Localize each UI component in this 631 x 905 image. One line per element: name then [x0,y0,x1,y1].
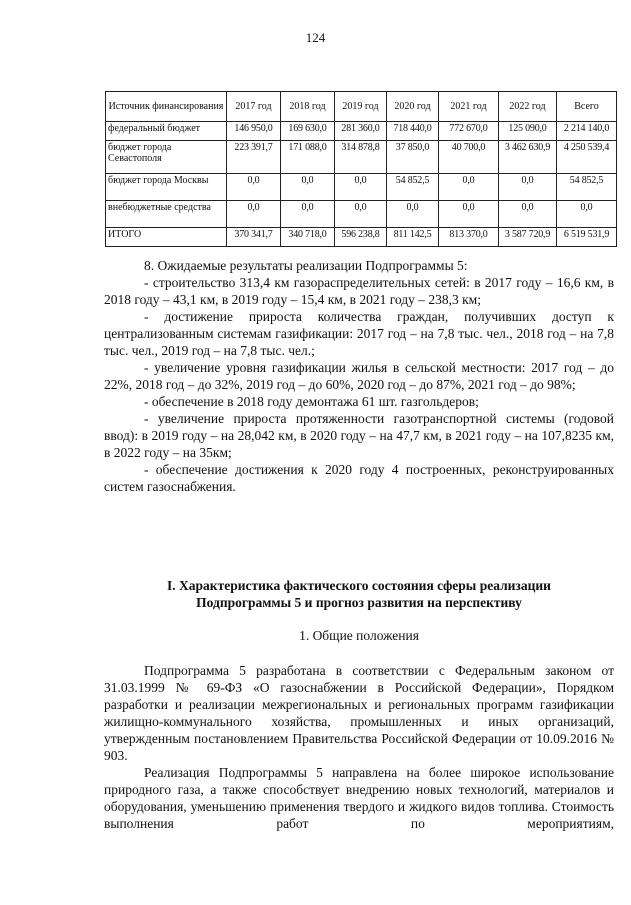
value-cell: 0,0 [281,174,335,201]
value-cell: 4 250 539,4 [557,141,617,174]
subsection-heading [104,627,614,644]
column-header: Всего [557,92,617,122]
value-cell: 223 391,7 [227,141,281,174]
value-cell: 2 214 140,0 [557,122,617,141]
value-cell: 54 852,5 [387,174,439,201]
column-header: 2017 год [227,92,281,122]
value-cell: 718 440,0 [387,122,439,141]
result-item: - увеличение уровня газификации жилья в сельской местности: 2017 год – до 22%, 2018 год – до 32%, 2019 год – до 60%, 2020 год – до 87%, 2021 год – до 98%; [104,360,614,392]
source-cell: бюджет города Севастополя [106,141,227,174]
column-header: 2020 год [387,92,439,122]
expected-results [104,257,614,495]
value-cell: 37 850,0 [387,141,439,174]
value-cell: 281 360,0 [335,122,387,141]
value-cell: 340 718,0 [281,228,335,247]
value-cell: 0,0 [499,201,557,228]
value-cell: 370 341,7 [227,228,281,247]
result-item: - обеспечение достижения к 2020 году 4 построенных, реконструированных систем газоснабжения. [104,462,614,494]
value-cell: 314 878,8 [335,141,387,174]
value-cell: 0,0 [439,174,499,201]
value-cell: 169 630,0 [281,122,335,141]
results-heading: 8. Ожидаемые результаты реализации Подпрограммы 5: [144,258,468,273]
value-cell: 6 519 531,9 [557,228,617,247]
result-item: - строительство 313,4 км газораспределительных сетей: в 2017 году – 16,6 км, в 2018 году – 43,1 км, в 2019 году – 15,4 км, в 2021 году – 238,3 км; [104,275,614,307]
section-heading [104,577,614,611]
value-cell: 596 238,8 [335,228,387,247]
result-item: - увеличение прироста протяженности газотранспортной системы (годовой ввод): в 2019 году – на 28,042 км, в 2020 году – на 47,7 км, в 2021 году – на 107,8235 км, в 2022 году – на 35км; [104,411,614,460]
financing-table [105,91,617,247]
paragraph: Подпрограмма 5 разработана в соответствии с Федеральным законом от 31.03.1999 № 69-ФЗ «О газоснабжении в Российской Федерации», Порядком разработки и реализации межрегиональных и региональных программ газификации жилищно-коммунального хозяйства, промышленных и иных организаций, утвержденным постановлением Правительства Российской Федерации от 10.09.2016 № 903. [104,663,614,763]
value-cell: 0,0 [335,174,387,201]
value-cell: 171 088,0 [281,141,335,174]
table-row-total [106,228,617,247]
value-cell: 3 587 720,9 [499,228,557,247]
value-cell: 0,0 [557,201,617,228]
value-cell: 813 370,0 [439,228,499,247]
source-cell: ИТОГО [106,228,227,247]
result-item: - достижение прироста количества граждан, получивших доступ к централизованным системам газификации: 2017 год – на 7,8 тыс. чел., 2018 год – на 7,8 тыс. чел., 2019 год – на 7,8 тыс. чел.; [104,309,614,358]
column-header: 2021 год [439,92,499,122]
table-row [106,174,617,201]
column-header: 2019 год [335,92,387,122]
value-cell: 0,0 [281,201,335,228]
value-cell: 125 090,0 [499,122,557,141]
value-cell: 146 950,0 [227,122,281,141]
value-cell: 0,0 [227,201,281,228]
value-cell: 0,0 [499,174,557,201]
value-cell: 772 670,0 [439,122,499,141]
section-heading-line: I. Характеристика фактического состояния сферы реализации [167,578,551,593]
section-heading-line: Подпрограммы 5 и прогноз развития на перспективу [196,595,522,610]
value-cell: 54 852,5 [557,174,617,201]
value-cell: 0,0 [335,201,387,228]
value-cell: 3 462 630,9 [499,141,557,174]
column-header: 2022 год [499,92,557,122]
table-row [106,122,617,141]
section-body [104,662,614,832]
value-cell: 0,0 [387,201,439,228]
paragraph: Реализация Подпрограммы 5 направлена на более широкое использование природного газа, а также способствует внедрению новых технологий, материалов и оборудования, уменьшению применения твердого и жидкого видов топлива. Стоимость выполнения работ по мероприятиям, [104,765,614,831]
page-number: 124 [305,30,326,45]
source-cell: федеральный бюджет [106,122,227,141]
subsection-title: 1. Общие положения [299,628,419,643]
table-header-row [106,92,617,122]
table-row [106,141,617,174]
value-cell: 0,0 [439,201,499,228]
value-cell: 0,0 [227,174,281,201]
table-row [106,201,617,228]
value-cell: 40 700,0 [439,141,499,174]
source-cell: бюджет города Москвы [106,174,227,201]
column-header: Источник финансирования [106,92,227,122]
column-header: 2018 год [281,92,335,122]
value-cell: 811 142,5 [387,228,439,247]
source-cell: внебюджетные средства [106,201,227,228]
result-item: - обеспечение в 2018 году демонтажа 61 шт. газгольдеров; [144,394,479,409]
